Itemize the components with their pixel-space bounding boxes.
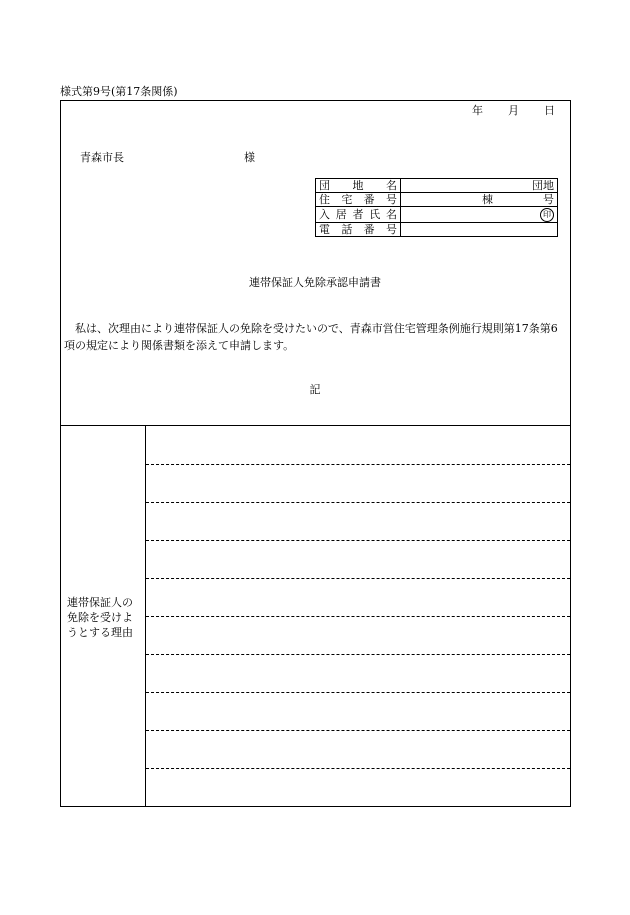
addressee-name: 青森市長	[80, 151, 124, 164]
application-statement: 私は、次理由により連帯保証人の免除を受けたいので、青森市営住宅管理条例施行規則第17条第6項の規定により関係書類を添えて申請します。	[64, 322, 558, 352]
reason-writing-line[interactable]	[146, 692, 570, 693]
date-year-label: 年	[472, 104, 483, 117]
reason-writing-line[interactable]	[146, 730, 570, 731]
resident-name-label: 入居者氏名	[316, 207, 401, 223]
estate-name-label: 団地名	[316, 179, 401, 193]
reason-label-cell	[61, 426, 146, 806]
building-unit-label: 棟	[482, 193, 493, 206]
resident-name-field[interactable]	[401, 207, 558, 223]
phone-number-field[interactable]	[401, 223, 558, 237]
addressee-honorific: 様	[244, 151, 255, 164]
table-row	[316, 223, 558, 237]
seal-icon: 印	[540, 208, 554, 222]
reason-writing-line[interactable]	[146, 578, 570, 579]
date-day-label: 日	[544, 104, 555, 117]
housing-number-field[interactable]	[401, 193, 558, 207]
reason-writing-line[interactable]	[146, 464, 570, 465]
reason-writing-line[interactable]	[146, 654, 570, 655]
room-number-label: 号	[543, 193, 554, 206]
application-frame	[60, 100, 571, 426]
applicant-info-table	[315, 178, 558, 237]
reason-writing-line[interactable]	[146, 616, 570, 617]
form-number-label: 様式第9号(第17条関係)	[60, 85, 178, 98]
table-row	[316, 179, 558, 193]
record-label: 記	[309, 383, 321, 396]
estate-suffix: 団地	[532, 179, 554, 192]
estate-name-field[interactable]	[401, 179, 558, 193]
phone-number-label: 電話番号	[316, 223, 401, 237]
table-row	[316, 193, 558, 207]
housing-number-label: 住宅番号	[316, 193, 401, 207]
reason-section	[60, 426, 571, 807]
reason-writing-line[interactable]	[146, 540, 570, 541]
reason-label: 連帯保証人の免除を受けようとする理由	[67, 596, 133, 639]
reason-writing-line[interactable]	[146, 768, 570, 769]
table-row	[316, 207, 558, 223]
document-title: 連帯保証人免除承認申請書	[249, 276, 381, 289]
date-month-label: 月	[508, 104, 519, 117]
reason-writing-line[interactable]	[146, 502, 570, 503]
